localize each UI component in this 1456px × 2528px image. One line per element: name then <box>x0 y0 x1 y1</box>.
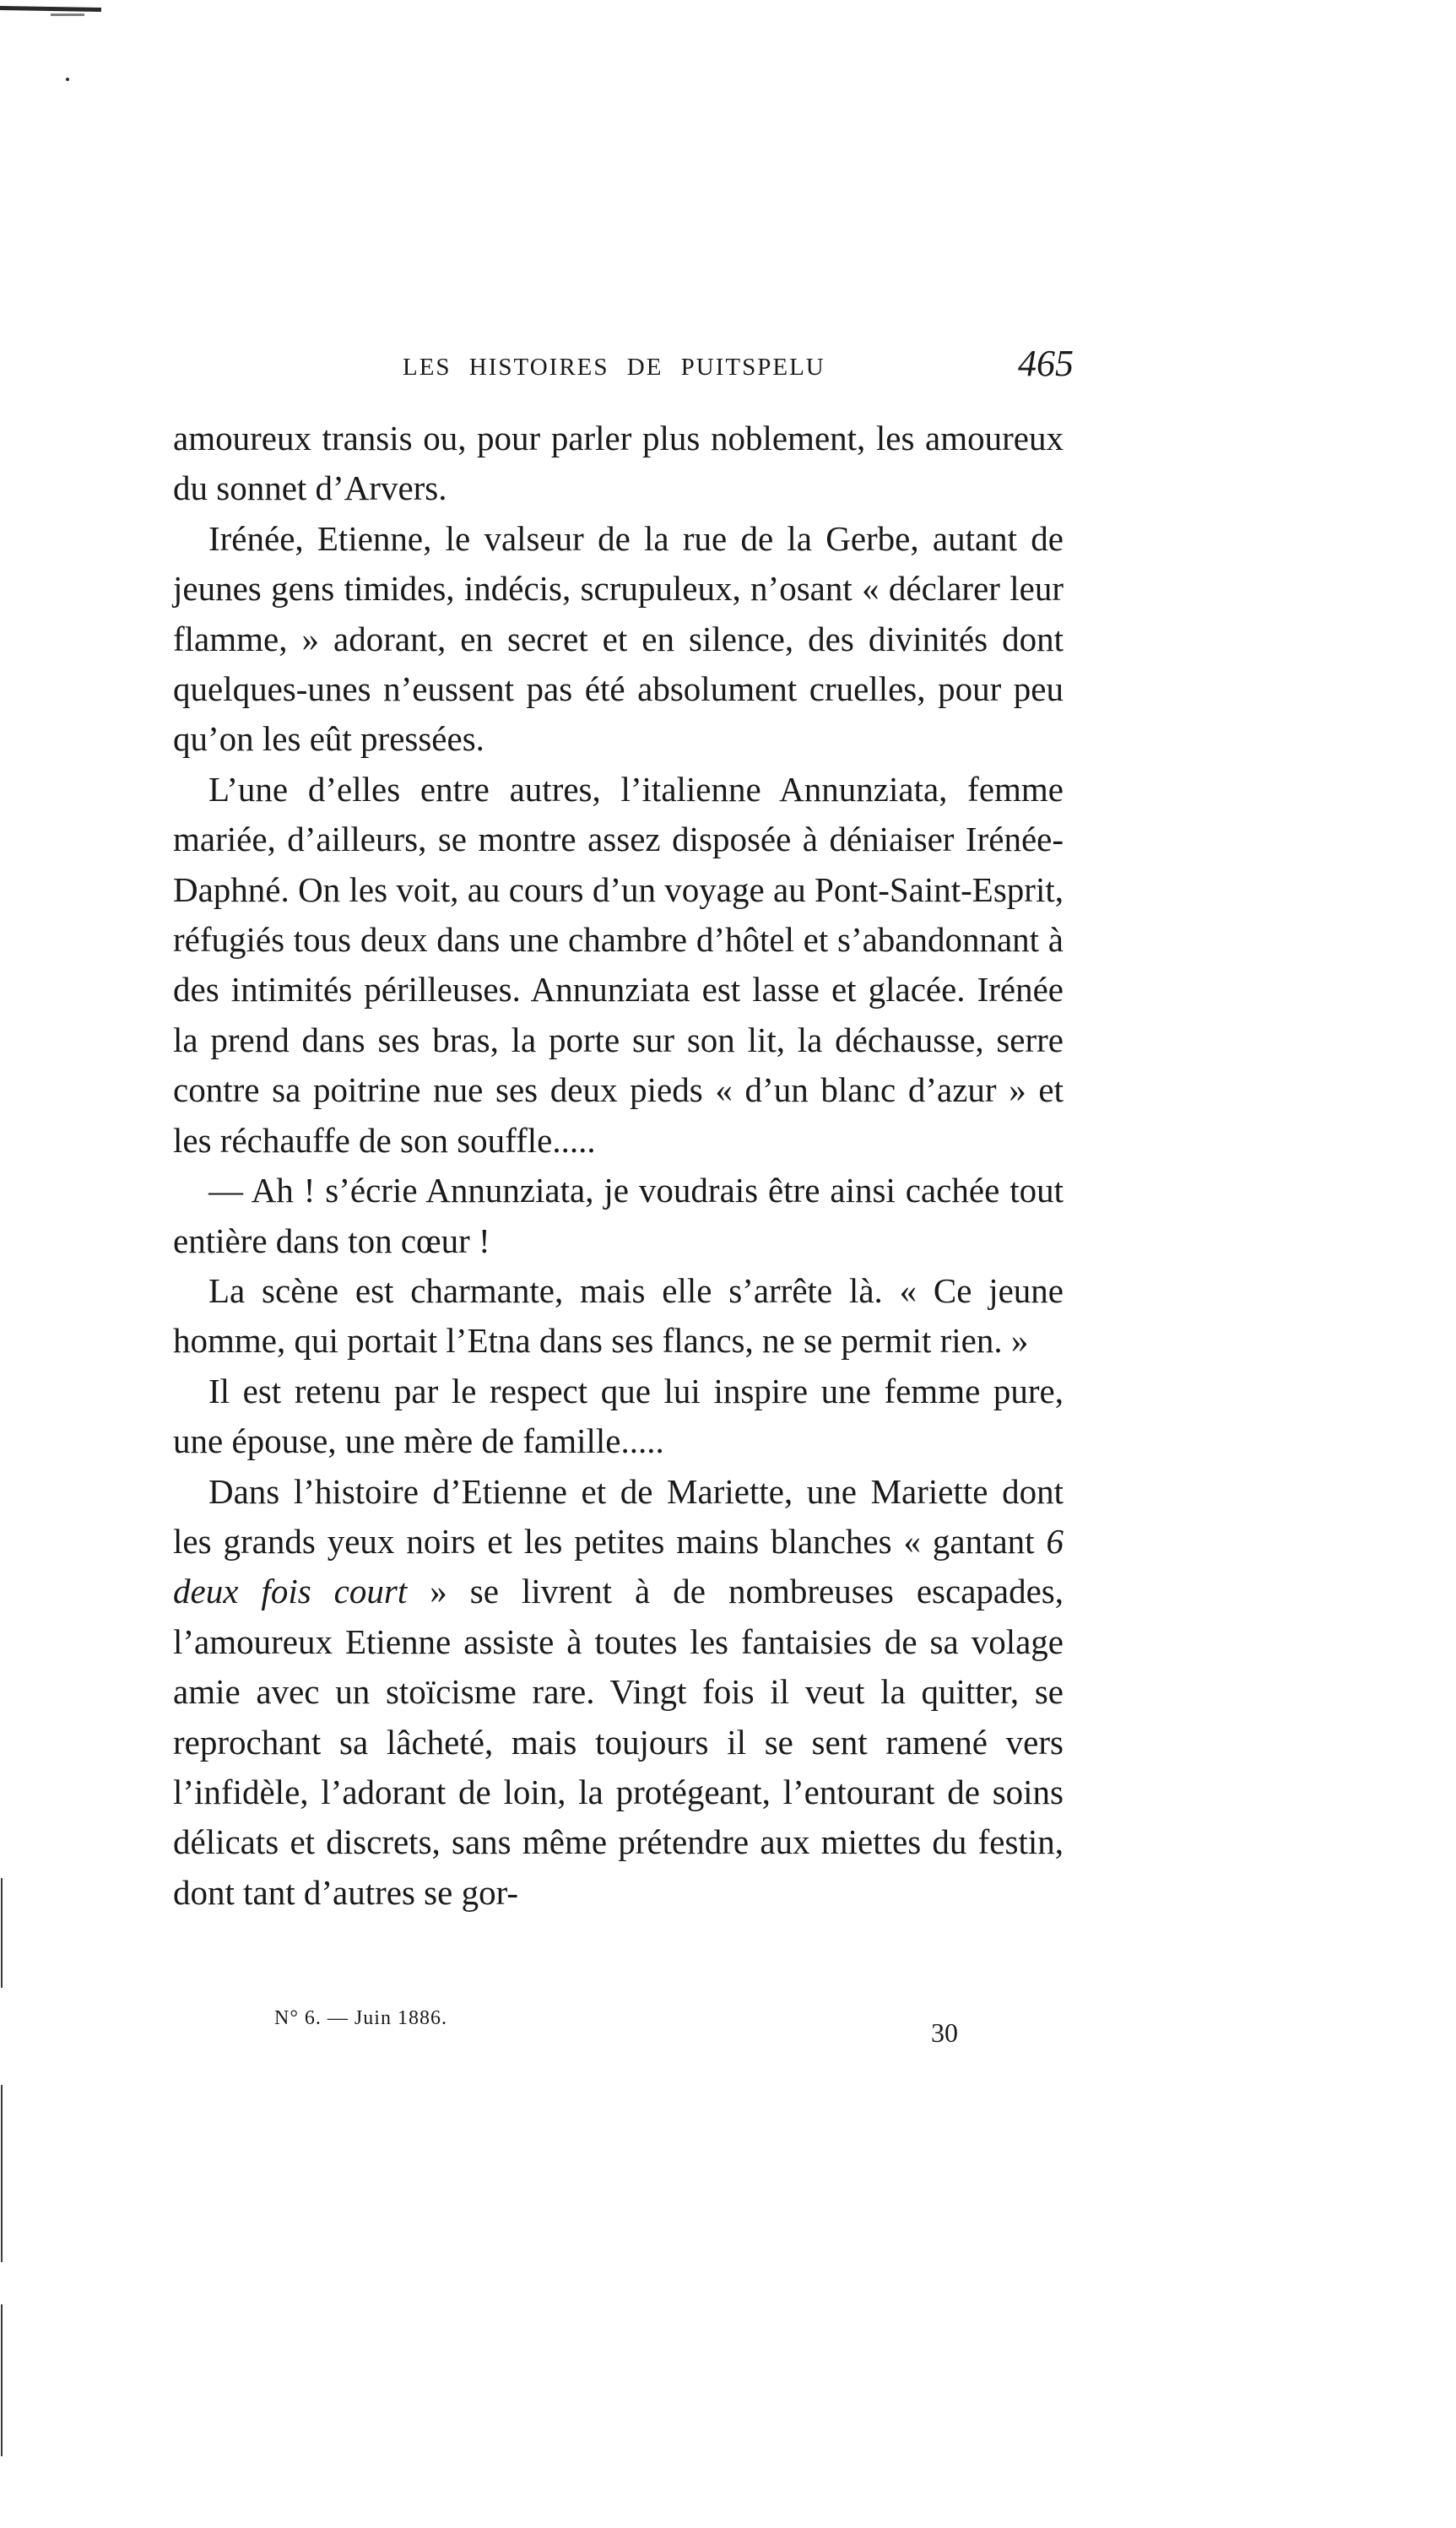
page-header <box>175 342 1082 401</box>
paragraph: Il est retenu par le respect que lui inspire une femme pure, une épouse, une mère de famille..... <box>173 1371 1064 1461</box>
scan-speck <box>66 78 69 81</box>
page-footer <box>274 2007 1000 2058</box>
issue-signature: N° 6. — Juin 1886. <box>274 2007 447 2029</box>
paragraph: L’une d’elles entre autres, l’italienne Annunziata, femme mariée, d’ailleurs, se montre assez disposée à déniaiser Irénée-Daphné. On les voit, au cours d’un voyage au Pont-Saint-Esprit, réfugiés tous deux dans une chambre d’hôtel et s’abandonnant à des intimités périlleuses. Annunziata est lasse et glacée. Irénée la prend dans ses bras, la porte sur son lit, la déchausse, serre contre sa poitrine nue ses deux pieds « d’un blanc d’azur » et les réchauffe de son souffle..... <box>173 769 1064 1160</box>
running-title: LES HISTOIRES DE PUITSPELU <box>403 354 825 381</box>
paragraph: La scène est charmante, mais elle s’arrête là. « Ce jeune homme, qui portait l’Etna dans ses flancs, ne se permit rien. » <box>173 1270 1064 1361</box>
body-text <box>173 414 1064 1918</box>
scan-edge-line <box>1 2085 3 2262</box>
sheet-number: 30 <box>931 2017 958 2048</box>
scan-edge-line <box>1 1878 3 1988</box>
scan-edge-line <box>1 2304 3 2456</box>
scan-mark <box>51 14 84 16</box>
paragraph-text: Dans l’histoire d’Etienne et de Mariette, une Mariette dont les grands yeux noirs et les petites mains blanches « gantant <box>173 1471 1064 1561</box>
paragraph-with-italic <box>173 1467 1064 1919</box>
paragraph-text: » se livrent à de nombreuses escapades, l’amoureux Etienne assiste à toutes les fantaisies de sa volage amie avec un stoïcisme rare. Vingt fois il veut la quitter, se reprochant sa lâcheté, mais toujours il se sent ramené vers l’infidèle, l’adorant de loin, la protégeant, l’entourant de soins délicats et discrets, sans même prétendre aux miettes du festin, dont tant d’autres se gor- <box>173 1572 1064 1912</box>
page-number: 465 <box>1018 343 1074 384</box>
paragraph: Irénée, Etienne, le valseur de la rue de la Gerbe, autant de jeunes gens timides, indécis, scrupuleux, n’osant « déclarer leur flamme, » adorant, en secret et en silence, des divinités dont quelques-unes n’eussent pas été absolument cruelles, pour peu qu’on les eût pressées. <box>173 518 1064 759</box>
paragraph: amoureux transis ou, pour parler plus noblement, les amoureux du sonnet d’Arvers. <box>173 419 1064 508</box>
scan-mark <box>0 6 101 12</box>
italic-phrase: 6 deux fois court <box>173 1521 1064 1611</box>
dialogue-paragraph: — Ah ! s’écrie Annunziata, je voudrais être ainsi cachée tout entière dans ton cœur ! <box>173 1171 1064 1260</box>
